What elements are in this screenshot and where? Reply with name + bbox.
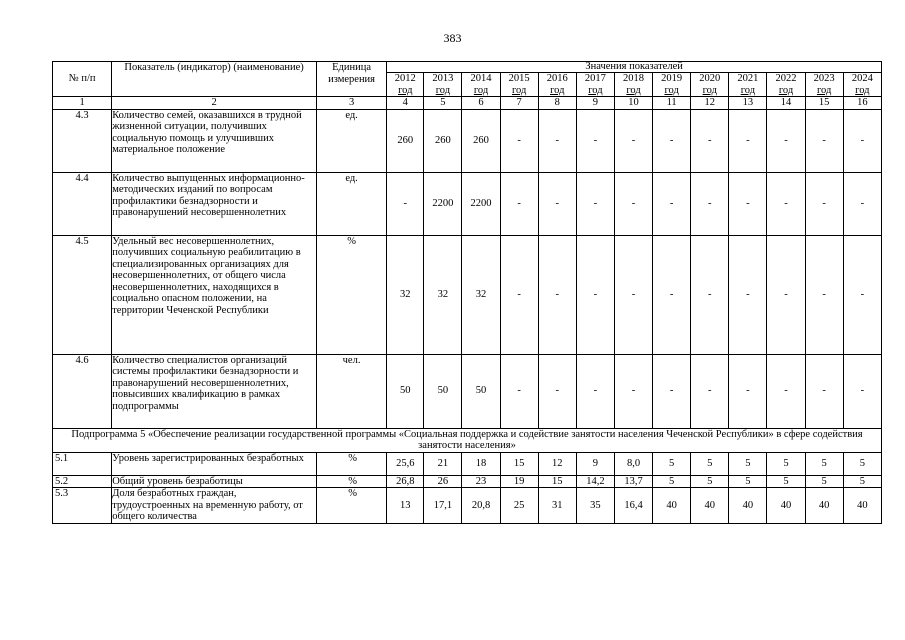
value-cell: -: [767, 235, 805, 354]
column-number: 14: [767, 97, 805, 110]
value-cell: 8,0: [614, 452, 652, 475]
value-cell: -: [653, 109, 691, 172]
value-cell: -: [843, 109, 881, 172]
value-cell: -: [576, 235, 614, 354]
value-cell: 26: [424, 475, 462, 488]
year-suffix: год: [740, 84, 756, 96]
value-cell: -: [500, 354, 538, 428]
year-suffix: год: [588, 84, 603, 96]
value-cell: 15: [538, 475, 576, 488]
value-cell: 260: [387, 109, 424, 172]
row-number: 5.3: [53, 488, 112, 524]
value-cell: -: [691, 109, 729, 172]
year-label: 2022: [775, 73, 797, 84]
value-cell: 5: [691, 452, 729, 475]
value-cell: -: [653, 354, 691, 428]
column-number: 6: [462, 97, 500, 110]
value-cell: -: [653, 235, 691, 354]
indicators-table: [52, 61, 882, 524]
value-cell: 5: [767, 452, 805, 475]
indicator-name: Количество специалистов организаций системы профилактики безнадзорности и правонарушений несовершеннолетних, повысивших квалификацию в рамках подпрограммы: [112, 354, 317, 428]
year-label: 2020: [699, 73, 721, 84]
value-cell: -: [805, 235, 843, 354]
year-label: 2015: [508, 73, 530, 84]
year-header: [653, 73, 691, 97]
value-cell: 15: [500, 452, 538, 475]
value-cell: 9: [576, 452, 614, 475]
value-cell: -: [576, 172, 614, 235]
year-header: [576, 73, 614, 97]
year-header: [691, 73, 729, 97]
indicator-name: Доля безработных граждан, трудоустроенных на временную работу, от общего количества: [112, 488, 317, 524]
column-number: 4: [387, 97, 424, 110]
row-number: 4.4: [53, 172, 112, 235]
indicator-name: Удельный вес несовершеннолетних, получивших социальную реабилитацию в специализированных организациях для несовершеннолетних, от общего числа несовершеннолетних, находящихся в социально опасном положении, на территории Чеченской Республики: [112, 235, 317, 354]
value-cell: 5: [729, 452, 767, 475]
value-cell: 16,4: [614, 488, 652, 524]
year-label: 2013: [432, 73, 454, 84]
col-values-header: Значения показателей: [387, 62, 882, 73]
value-cell: -: [500, 172, 538, 235]
col-indicator-header: Показатель (индикатор) (наименование): [112, 62, 317, 97]
column-number: 8: [538, 97, 576, 110]
year-suffix: год: [511, 84, 527, 96]
column-number-row: [53, 97, 882, 110]
value-cell: 12: [538, 452, 576, 475]
indicator-name: Общий уровень безработицы: [112, 475, 317, 488]
value-cell: -: [843, 235, 881, 354]
value-cell: 23: [462, 475, 500, 488]
value-cell: 50: [387, 354, 424, 428]
value-cell: 21: [424, 452, 462, 475]
table-row: [53, 109, 882, 172]
value-cell: -: [614, 109, 652, 172]
row-number: 5.1: [53, 452, 112, 475]
value-cell: 14,2: [576, 475, 614, 488]
column-number: 5: [424, 97, 462, 110]
value-cell: 17,1: [424, 488, 462, 524]
value-cell: 5: [843, 475, 881, 488]
year-header: [462, 73, 500, 97]
value-cell: -: [767, 172, 805, 235]
value-cell: 32: [424, 235, 462, 354]
year-suffix: год: [398, 84, 413, 96]
row-number: 4.6: [53, 354, 112, 428]
value-cell: -: [691, 235, 729, 354]
value-cell: 26,8: [387, 475, 424, 488]
unit-cell: %: [316, 452, 386, 475]
value-cell: 32: [387, 235, 424, 354]
year-suffix: год: [473, 84, 489, 96]
value-cell: -: [767, 109, 805, 172]
year-header: [729, 73, 767, 97]
year-suffix: год: [664, 84, 679, 96]
column-number: 9: [576, 97, 614, 110]
value-cell: -: [576, 109, 614, 172]
value-cell: -: [805, 109, 843, 172]
year-label: 2012: [394, 73, 416, 84]
value-cell: -: [843, 354, 881, 428]
value-cell: 5: [767, 475, 805, 488]
value-cell: -: [538, 354, 576, 428]
value-cell: -: [538, 109, 576, 172]
value-cell: -: [843, 172, 881, 235]
value-cell: -: [729, 172, 767, 235]
year-label: 2016: [546, 73, 568, 84]
value-cell: 5: [691, 475, 729, 488]
value-cell: 13,7: [614, 475, 652, 488]
value-cell: -: [387, 172, 424, 235]
value-cell: -: [691, 354, 729, 428]
column-number: 15: [805, 97, 843, 110]
value-cell: 13: [387, 488, 424, 524]
indicator-name: Уровень зарегистрированных безработных: [112, 452, 317, 475]
table-row: [53, 475, 882, 488]
year-header: [805, 73, 843, 97]
value-cell: 35: [576, 488, 614, 524]
value-cell: -: [614, 354, 652, 428]
value-cell: -: [729, 235, 767, 354]
column-number: 12: [691, 97, 729, 110]
year-label: 2017: [584, 73, 606, 84]
column-number: 13: [729, 97, 767, 110]
value-cell: 25: [500, 488, 538, 524]
year-label: 2014: [470, 73, 492, 84]
table-row: [53, 172, 882, 235]
year-label: 2019: [661, 73, 683, 84]
year-label: 2018: [623, 73, 644, 84]
year-suffix: год: [550, 84, 565, 96]
subprogram-row: [53, 428, 882, 452]
value-cell: -: [729, 354, 767, 428]
row-number: 4.5: [53, 235, 112, 354]
column-number: 3: [316, 97, 386, 110]
value-cell: 32: [462, 235, 500, 354]
unit-cell: %: [316, 488, 386, 524]
value-cell: -: [729, 109, 767, 172]
value-cell: 5: [653, 452, 691, 475]
value-cell: -: [500, 235, 538, 354]
table-row: [53, 488, 882, 524]
value-cell: -: [614, 172, 652, 235]
column-number: 10: [614, 97, 652, 110]
value-cell: 40: [653, 488, 691, 524]
value-cell: 50: [462, 354, 500, 428]
column-number: 16: [843, 97, 881, 110]
unit-cell: %: [316, 235, 386, 354]
table-row: [53, 354, 882, 428]
value-cell: 20,8: [462, 488, 500, 524]
table-row: [53, 452, 882, 475]
value-cell: -: [653, 172, 691, 235]
row-number: 4.3: [53, 109, 112, 172]
value-cell: 40: [729, 488, 767, 524]
value-cell: 5: [843, 452, 881, 475]
unit-cell: ед.: [316, 172, 386, 235]
year-header: [500, 73, 538, 97]
value-cell: -: [500, 109, 538, 172]
year-header: [843, 73, 881, 97]
value-cell: 2200: [462, 172, 500, 235]
value-cell: 5: [729, 475, 767, 488]
column-number: 7: [500, 97, 538, 110]
value-cell: 25,6: [387, 452, 424, 475]
subprogram-title: Подпрограмма 5 «Обеспечение реализации государственной программы «Социальная поддержка и содействие занятости населения Чеченской Республики» в сфере содействия занятости населения»: [53, 428, 882, 452]
value-cell: -: [576, 354, 614, 428]
year-label: 2021: [737, 73, 759, 84]
unit-cell: ед.: [316, 109, 386, 172]
unit-cell: чел.: [316, 354, 386, 428]
value-cell: 5: [805, 475, 843, 488]
year-suffix: год: [626, 84, 641, 96]
value-cell: 18: [462, 452, 500, 475]
year-header: [767, 73, 805, 97]
column-number: 1: [53, 97, 112, 110]
value-cell: 260: [462, 109, 500, 172]
row-number: 5.2: [53, 475, 112, 488]
value-cell: 5: [805, 452, 843, 475]
value-cell: -: [614, 235, 652, 354]
value-cell: 40: [767, 488, 805, 524]
page-number: 383: [443, 31, 462, 45]
value-cell: -: [805, 172, 843, 235]
value-cell: 2200: [424, 172, 462, 235]
year-header: [387, 73, 424, 97]
column-number: 2: [112, 97, 317, 110]
year-suffix: год: [855, 84, 870, 96]
indicator-name: Количество выпущенных информационно-методических изданий по вопросам профилактики безнадзорности и правонарушений несовершеннолетних: [112, 172, 317, 235]
year-header: [424, 73, 462, 97]
year-header: [614, 73, 652, 97]
table-row: [53, 235, 882, 354]
value-cell: -: [538, 235, 576, 354]
indicator-name: Количество семей, оказавшихся в трудной жизненной ситуации, получивших социальную помощь и улучшивших материальное положение: [112, 109, 317, 172]
year-suffix: год: [435, 84, 451, 96]
value-cell: 31: [538, 488, 576, 524]
column-number: 11: [653, 97, 691, 110]
year-header: [538, 73, 576, 97]
value-cell: -: [538, 172, 576, 235]
unit-cell: %: [316, 475, 386, 488]
value-cell: 5: [653, 475, 691, 488]
year-label: 2023: [813, 73, 835, 84]
value-cell: 50: [424, 354, 462, 428]
value-cell: -: [767, 354, 805, 428]
col-unit-header: Единица измерения: [316, 62, 386, 97]
value-cell: 40: [691, 488, 729, 524]
col-num-header: № п/п: [53, 62, 112, 97]
value-cell: -: [691, 172, 729, 235]
year-suffix: год: [778, 84, 794, 96]
value-cell: -: [805, 354, 843, 428]
value-cell: 40: [843, 488, 881, 524]
year-suffix: год: [816, 84, 832, 96]
year-suffix: год: [702, 84, 717, 96]
year-label: 2024: [851, 73, 873, 84]
value-cell: 40: [805, 488, 843, 524]
value-cell: 260: [424, 109, 462, 172]
value-cell: 19: [500, 475, 538, 488]
